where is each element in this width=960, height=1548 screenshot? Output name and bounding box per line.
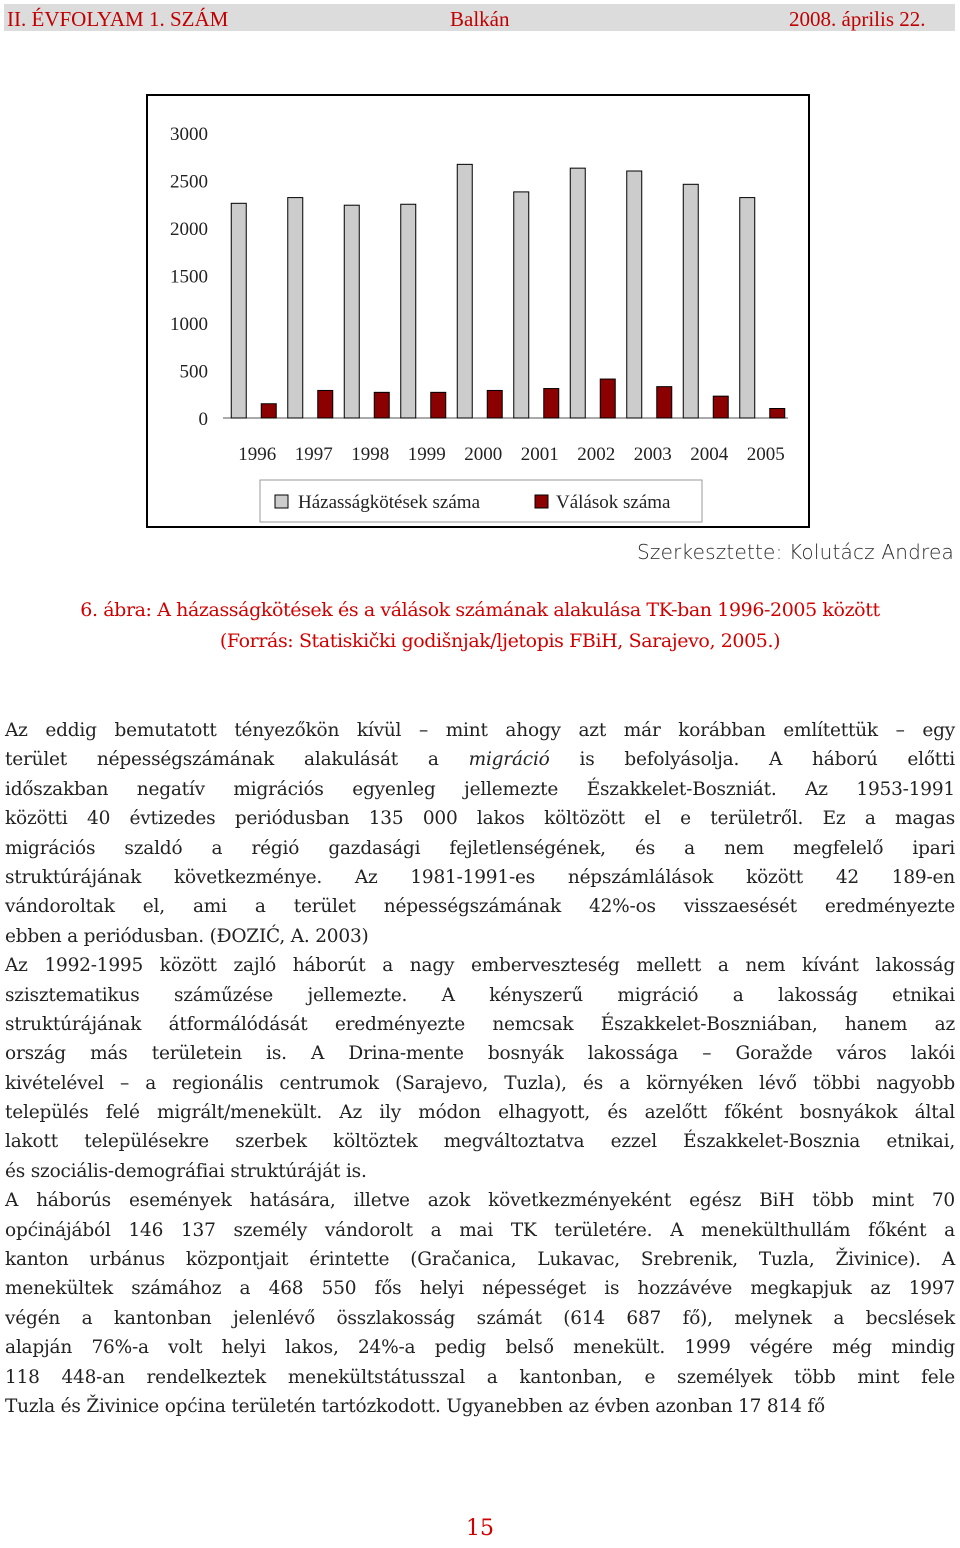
- running-header: [4, 4, 955, 31]
- text-line: közötti 40 évtizedes periódusban 135 000 lakos költözött el e területről. Ez a magas: [5, 808, 955, 830]
- text-line: vándoroltak el, ami a terület népességszámának 42%-os visszaesését eredményezte: [5, 896, 955, 918]
- text-line: ebben a periódusban. (ĐOZIĆ, A. 2003): [5, 925, 369, 947]
- text-line: lakott településekre szerbek költöztek megváltoztatva ezzel Északkelet-Bosznia etnikai,: [5, 1131, 955, 1153]
- chart-frame: [146, 94, 810, 528]
- text-line: ország más területein is. A Drina-mente bosnyák lakossága – Goražde város lakói: [5, 1043, 955, 1065]
- bar-chart: [148, 96, 808, 526]
- bar-divorces: [713, 396, 728, 418]
- text-line: menekültek számához a 468 550 fős helyi népességet is hozzávéve megkapjuk az 1997: [5, 1278, 955, 1300]
- bar-marriages: [401, 204, 416, 418]
- text-line: Az 1992-1995 között zajló háborút a nagy emberveszteség mellett a nem kívánt lakosság: [5, 955, 955, 977]
- text-line: és szociális-demográfiai struktúráját is.: [5, 1160, 367, 1182]
- y-tick-label: 3000: [170, 124, 208, 145]
- x-tick-label: 2005: [746, 444, 785, 465]
- legend-swatch-divorces: [535, 495, 548, 508]
- bar-divorces: [374, 392, 389, 418]
- figure-caption: 6. ábra: A házasságkötések és a válások számának alakulása TK-ban 1996-2005 között: [80, 599, 880, 621]
- bar-marriages: [514, 192, 529, 418]
- bar-marriages: [231, 203, 246, 418]
- bar-marriages: [740, 198, 755, 418]
- text-line: terület népességszámának alakulását a migráció is befolyásolja. A háború előtti: [5, 749, 955, 771]
- text-line: Az eddig bemutatott tényezőkön kívül – mint ahogy azt már korábban említettük – egy: [5, 720, 955, 741]
- legend-label-marriages: Házasságkötések száma: [298, 492, 481, 513]
- text-line: szisztematikus száműzése jellemezte. A kényszerű migráció a lakosság etnikai: [5, 984, 955, 1006]
- text-line: alapján 76%-a volt helyi lakos, 24%-a pedig belső menekült. 1999 végére még mindig: [5, 1337, 955, 1359]
- text-line: struktúrájának átformálódását eredményezte nemcsak Északkelet-Boszniában, hanem az: [5, 1013, 955, 1035]
- text-line: 118 448-an rendelkeztek menekültstátusszal a kantonban, e személyek több mint fele: [5, 1366, 955, 1388]
- x-tick-label: 1997: [294, 444, 333, 465]
- text-line: kivételével – a regionális centrumok (Sarajevo, Tuzla), és a környéken lévő többi nagyobb: [5, 1072, 955, 1094]
- text-line: struktúrájának következménye. Az 1981-1991-es népszámlálások között 42 189-en: [5, 866, 955, 888]
- x-tick-label: 1998: [351, 444, 390, 465]
- bar-divorces: [600, 379, 615, 418]
- y-tick-label: 2500: [170, 171, 208, 193]
- y-tick-label: 2000: [170, 219, 208, 240]
- x-tick-label: 2001: [520, 444, 559, 465]
- y-tick-label: 0: [198, 409, 208, 430]
- figure-source: (Forrás: Statiskički godišnjak/ljetopis FBiH, Sarajevo, 2005.): [219, 630, 781, 652]
- y-tick-label: 1500: [170, 266, 208, 288]
- bar-divorces: [431, 392, 446, 418]
- header-section: Balkán: [450, 7, 510, 31]
- bar-divorces: [657, 387, 672, 418]
- bar-marriages: [457, 164, 472, 418]
- bar-divorces: [487, 390, 502, 418]
- text-line: migrációs szaldó a régió gazdasági fejletlenségének, és a nem megfelelő ipari: [5, 837, 955, 859]
- header-volume: II. ÉVFOLYAM 1. SZÁM: [7, 7, 229, 31]
- bar-marriages: [570, 168, 585, 418]
- text-line: időszakban negatív migrációs egyenleg jellemezte Északkelet-Boszniát. Az 1953-1991: [5, 778, 955, 800]
- text-line: Tuzla és Živinice općina területén tartózkodott. Ugyanebben az évben azonban 17 814 fő: [5, 1395, 825, 1417]
- x-tick-label: 2003: [633, 444, 672, 465]
- text-line: općinájából 146 137 személy vándorolt a mai TK területére. A menekülthullám főként a: [5, 1219, 955, 1241]
- bar-marriages: [344, 205, 359, 418]
- chart-credit: Szerkesztette: Kolutácz Andrea: [637, 540, 954, 564]
- y-tick-label: 1000: [170, 314, 208, 335]
- bar-marriages: [288, 198, 303, 418]
- x-tick-label: 2004: [690, 444, 729, 465]
- legend-swatch-marriages: [275, 495, 288, 508]
- emphasis: migráció: [468, 749, 550, 771]
- x-tick-label: 1999: [407, 444, 446, 465]
- bar-divorces: [770, 409, 785, 419]
- x-tick-label: 1996: [238, 444, 277, 465]
- bar-marriages: [683, 184, 698, 418]
- y-tick-label: 500: [179, 361, 208, 383]
- bar-divorces: [544, 389, 559, 418]
- bar-divorces: [261, 404, 276, 418]
- text-line: végén a kantonban jelenlévő összlakosság számát (614 687 fő), melynek a becslések: [5, 1307, 955, 1329]
- header-date: 2008. április 22.: [789, 7, 926, 31]
- bar-divorces: [318, 390, 333, 418]
- bar-marriages: [627, 171, 642, 418]
- x-tick-label: 2002: [577, 444, 616, 465]
- body-text: [5, 716, 955, 1421]
- text-line: település felé migrált/menekült. Az ily módon elhagyott, és azelőtt főként bosnyákok által: [5, 1102, 955, 1124]
- page-number: 15: [466, 1516, 494, 1541]
- text-line: A háborús események hatására, illetve azok következményeként egész BiH több mint 70: [5, 1190, 955, 1212]
- text-line: kanton urbánus központjait érintette (Gračanica, Lukavac, Srebrenik, Tuzla, Živinice). A: [5, 1249, 955, 1271]
- x-tick-label: 2000: [464, 444, 503, 465]
- legend-label-divorces: Válások száma: [556, 492, 671, 513]
